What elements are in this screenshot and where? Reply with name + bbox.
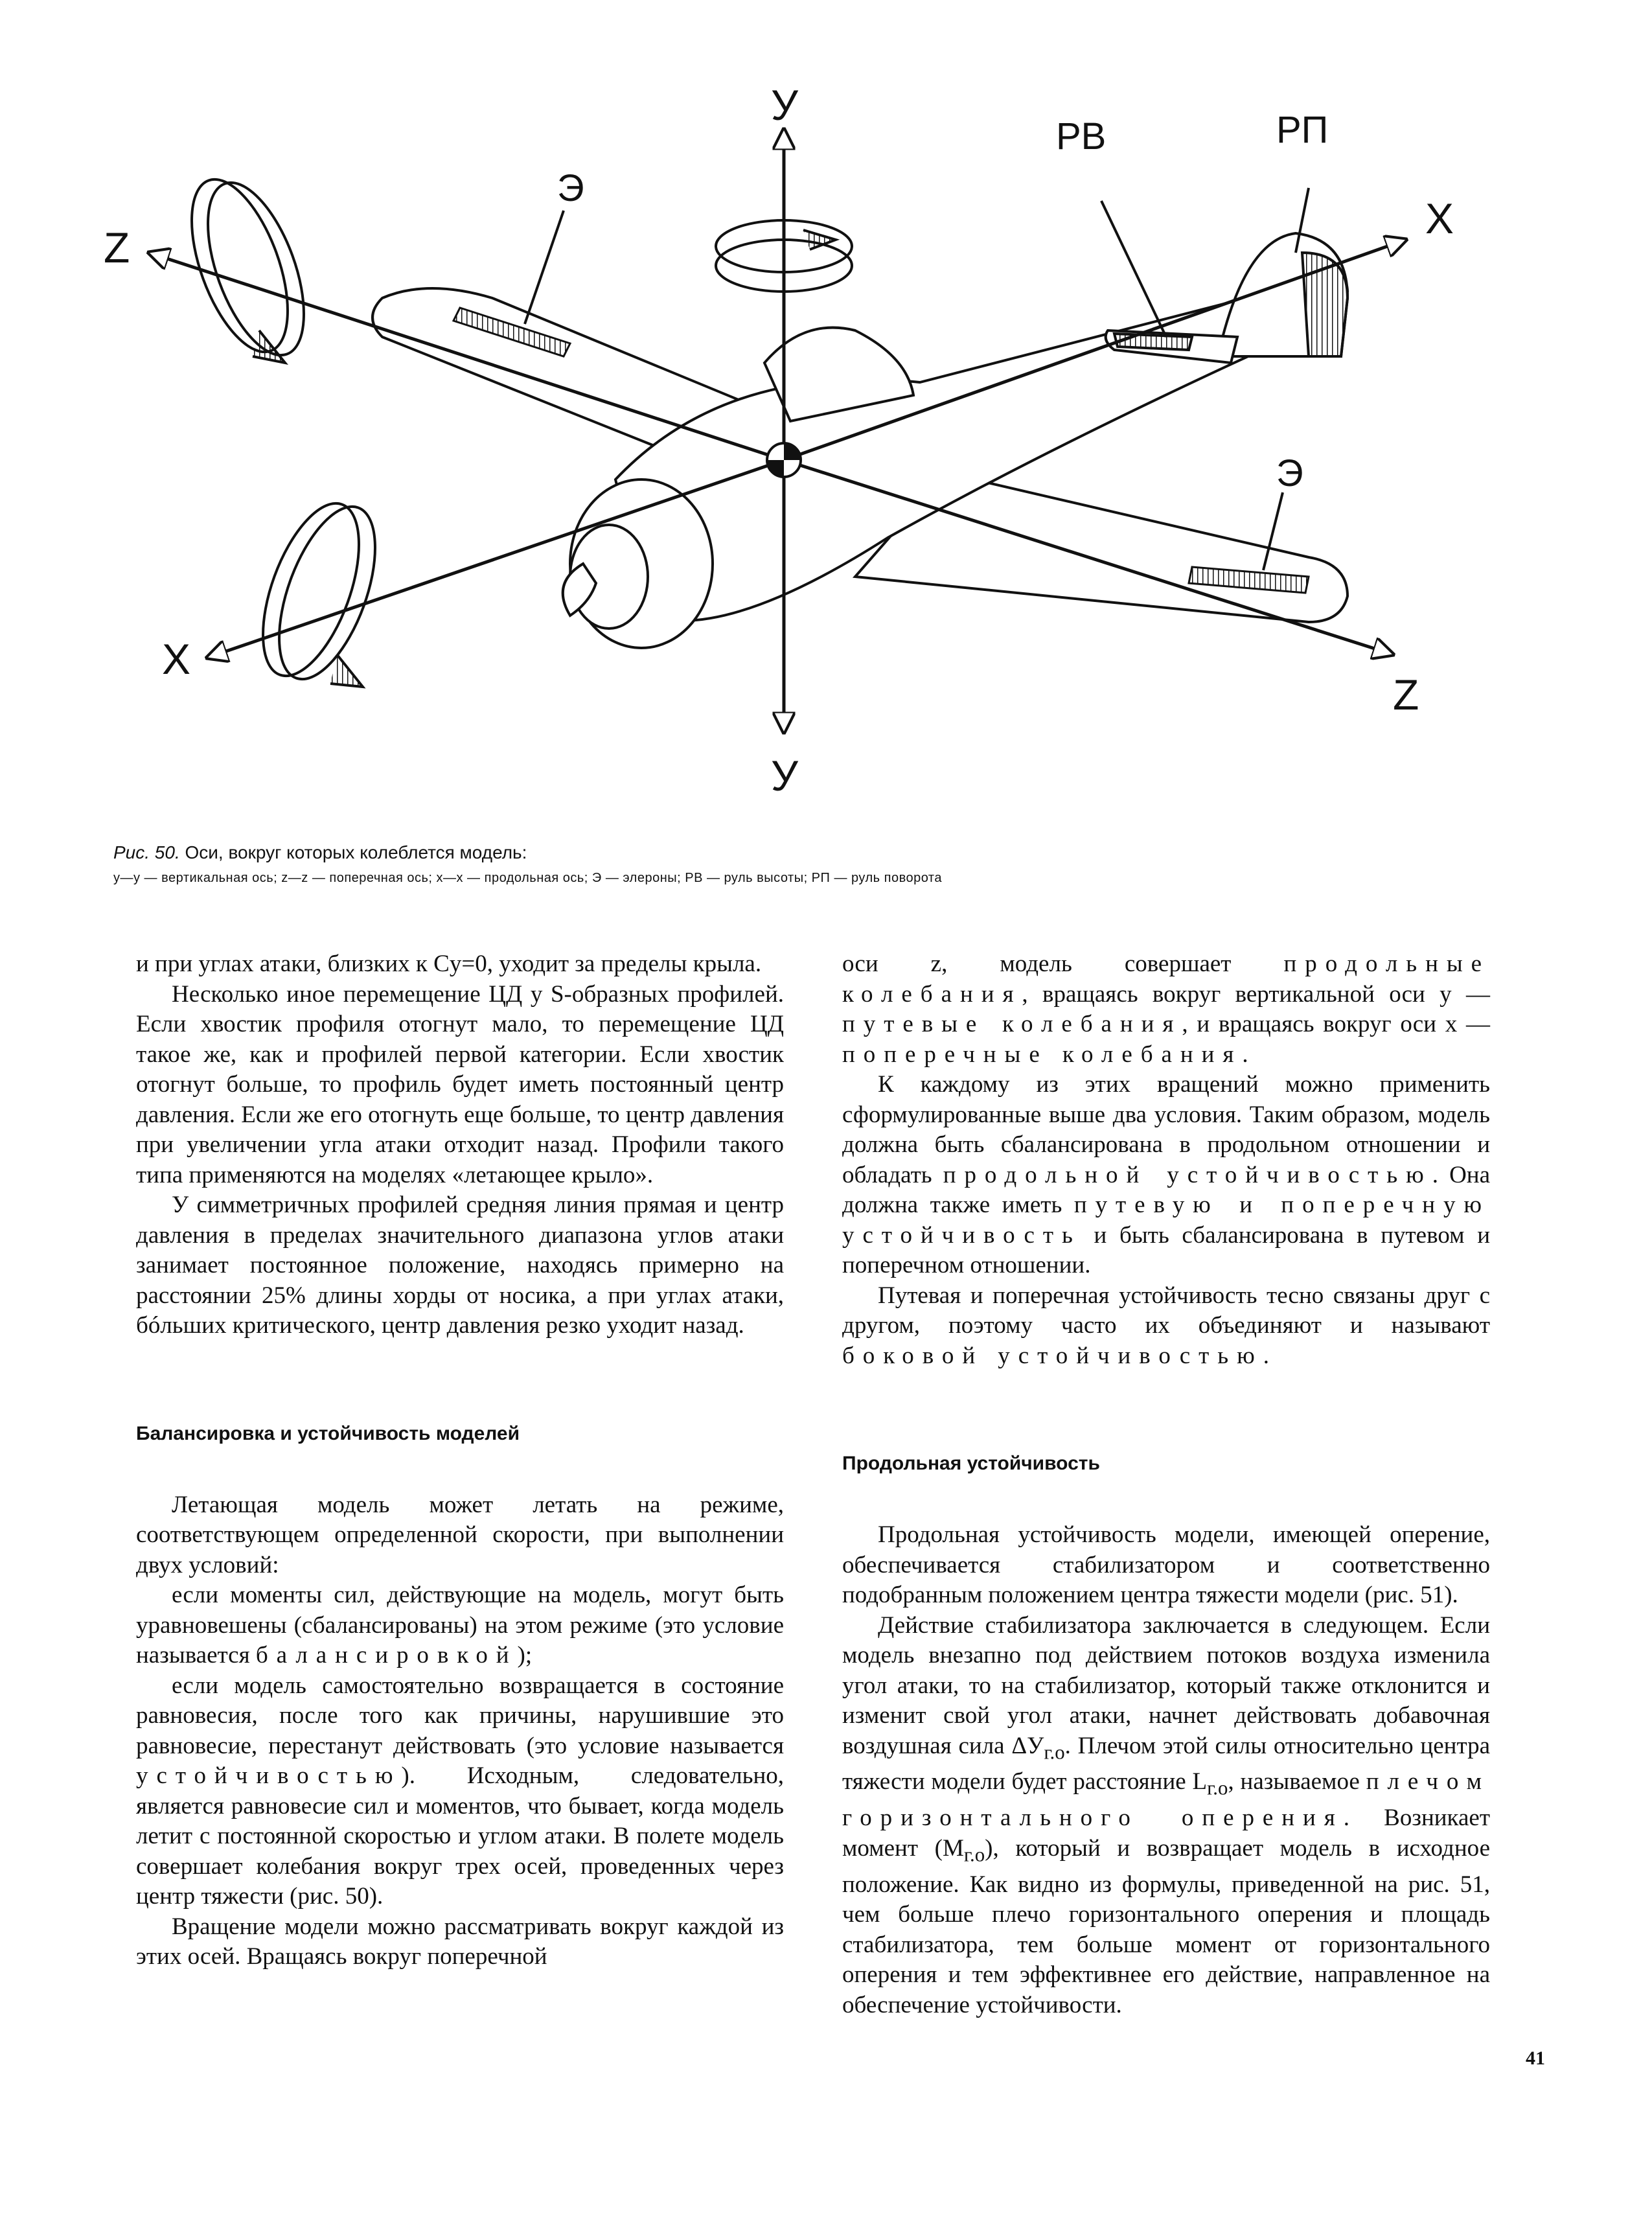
paragraph: Продольная устойчивость модели, имеющей оперение, обеспечивается стабилизатором и соответственно подобранным положением центра тяжести модели (рис. 51). xyxy=(842,1521,1490,1608)
section-heading: Продольная устойчивость xyxy=(842,1453,1100,1474)
page-number: 41 xyxy=(1526,2048,1545,2069)
label-aileron-right: Э xyxy=(1276,452,1303,494)
paragraph: и при углах атаки, близких к Cy=0, уходит за пределы крыла. xyxy=(136,951,762,977)
right-column xyxy=(842,949,1490,2020)
axis-label-z-left: Z xyxy=(104,224,130,271)
paragraph: К каждому из этих вращений можно применить сформулированные выше два условия. Таким образом, модель должна быть сбалансирована в продольном отношении и обладать продольной устойчивостью. Она должна также иметь путевую и поперечную устойчивость и быть сбалансирована в путевом и поперечном отношении. xyxy=(842,1071,1491,1278)
spaced-term: поперечные колебания xyxy=(842,1041,1243,1068)
left-column xyxy=(136,949,784,1972)
paragraph: если моменты сил, действующие на модель, могут быть уравновешены (сбалансированы) на этом режиме (это условие называется балансировкой); xyxy=(136,1582,784,1668)
paragraph: Несколько иное перемещение ЦД у S-образных профилей. Если хвостик профиля отогнут мало, то перемещение ЦД такое же, как и профилей первой категории. Если хвостик отогнут больше, то профиль будет иметь постоянный центр давления. Если же его отогнуть еще больше, то центр давления при увеличении угла атаки отходит назад. Профили такого типа применяются на моделях «летающее крыло». xyxy=(136,980,784,1188)
caption-legend: у—у — вертикальная ось; z—z — поперечная ось; x—x — продольная ось; Э — элероны; РВ — руль высоты; РП — руль поворота xyxy=(113,871,942,885)
spaced-term: боковой устойчивостью xyxy=(842,1342,1263,1369)
section-heading: Балансировка и устойчивость моделей xyxy=(136,1422,520,1444)
axis-label-y-bottom: У xyxy=(771,752,798,800)
airplane-axes-figure xyxy=(78,84,1574,829)
axis-label-x-right: X xyxy=(1425,194,1454,242)
spaced-term: продольной устойчивостью xyxy=(943,1161,1432,1188)
axis-label-z-right: Z xyxy=(1393,671,1419,719)
label-aileron-left: Э xyxy=(557,167,584,209)
label-rudder: РП xyxy=(1276,109,1329,151)
paragraph: Действие стабилизатора заключается в следующем. Если модель внезапно под действием потоков воздуха изменила угол атаки, то на стабилизатор, который также отклонится и изменит свой угол атаки, начнет действовать добавочная воздушная сила $\Delta У_{г.о}$. Плечом этой силы относительно центра тяжести модели будет расстояние $L_{г.о}$, называемое плечом горизонтального оперения. Возникает момент $(М_{г.о})$, который и возвращает модель в исходное положение. Как видно из формулы, приведенной на рис. 51, чем больше плечо горизонтального оперения и площадь стабилизатора, тем больше момент от горизонтального оперения и тем эффективнее его действие, направленное на обеспечение устойчивости. xyxy=(842,1611,1490,2018)
spaced-term: путевую и поперечную устойчивость xyxy=(842,1192,1490,1249)
center-of-gravity-icon xyxy=(767,443,801,477)
figure-caption xyxy=(113,842,1539,888)
axis-label-y-top: У xyxy=(771,84,798,129)
paragraph: Путевая и поперечная устойчивость тесно связаны друг с другом, поэтому часто их объединяют и называют боковой устойчивостью. xyxy=(842,1282,1490,1369)
axis-z xyxy=(149,253,784,460)
spaced-term: плечом горизонтального оперения xyxy=(842,1768,1490,1832)
spaced-term: путевые колебания xyxy=(842,1011,1182,1037)
paragraph: если модель самостоятельно возвращается в состояние равновесия, после того как причины, нарушившие это равновесие, перестанут действовать (это условие называется устойчивостью). Исходным, следовательно, является равновесие сил и моментов, что бывает, когда модель летит с постоянной скоростью и углом атаки. В полете модель совершает колебания вокруг трех осей, проведенных через центр тяжести (рис. 50). xyxy=(136,1672,784,1910)
paragraph: Летающая модель может летать на режиме, соответствующем определенной скорости, при выполнении двух условий: xyxy=(136,1491,784,1578)
axis-label-x-left: X xyxy=(162,635,191,683)
spaced-term: балансировкой xyxy=(255,1642,518,1668)
caption-text: Оси, вокруг которых колеблется модель: xyxy=(185,842,527,862)
paragraph: У симметричных профилей средняя линия прямая и центр давления в пределах значительного диапазона углов атаки занимает постоянное положение, находясь примерно на расстоянии 25% длины хорды от носика, а при углах атаки, бóльших критического, центр давления резко уходит назад. xyxy=(136,1192,784,1339)
spaced-term: устойчивостью xyxy=(136,1762,402,1789)
rotation-ring-x-icon xyxy=(244,491,395,691)
caption-prefix: Рис. 50. xyxy=(113,842,180,862)
spaced-term: продольные колебания xyxy=(842,951,1491,1008)
paragraph: Вращение модели можно рассматривать вокруг каждой из этих осей. Вращаясь вокруг поперечной xyxy=(136,1913,784,1970)
label-elevator: РВ xyxy=(1056,115,1107,157)
engine-cowling xyxy=(563,479,713,648)
paragraph: оси z, модель совершает продольные колебания, вращаясь вокруг вертикальной оси y — путевые колебания, и вращаясь вокруг оси x — поперечные колебания. xyxy=(842,951,1491,1068)
